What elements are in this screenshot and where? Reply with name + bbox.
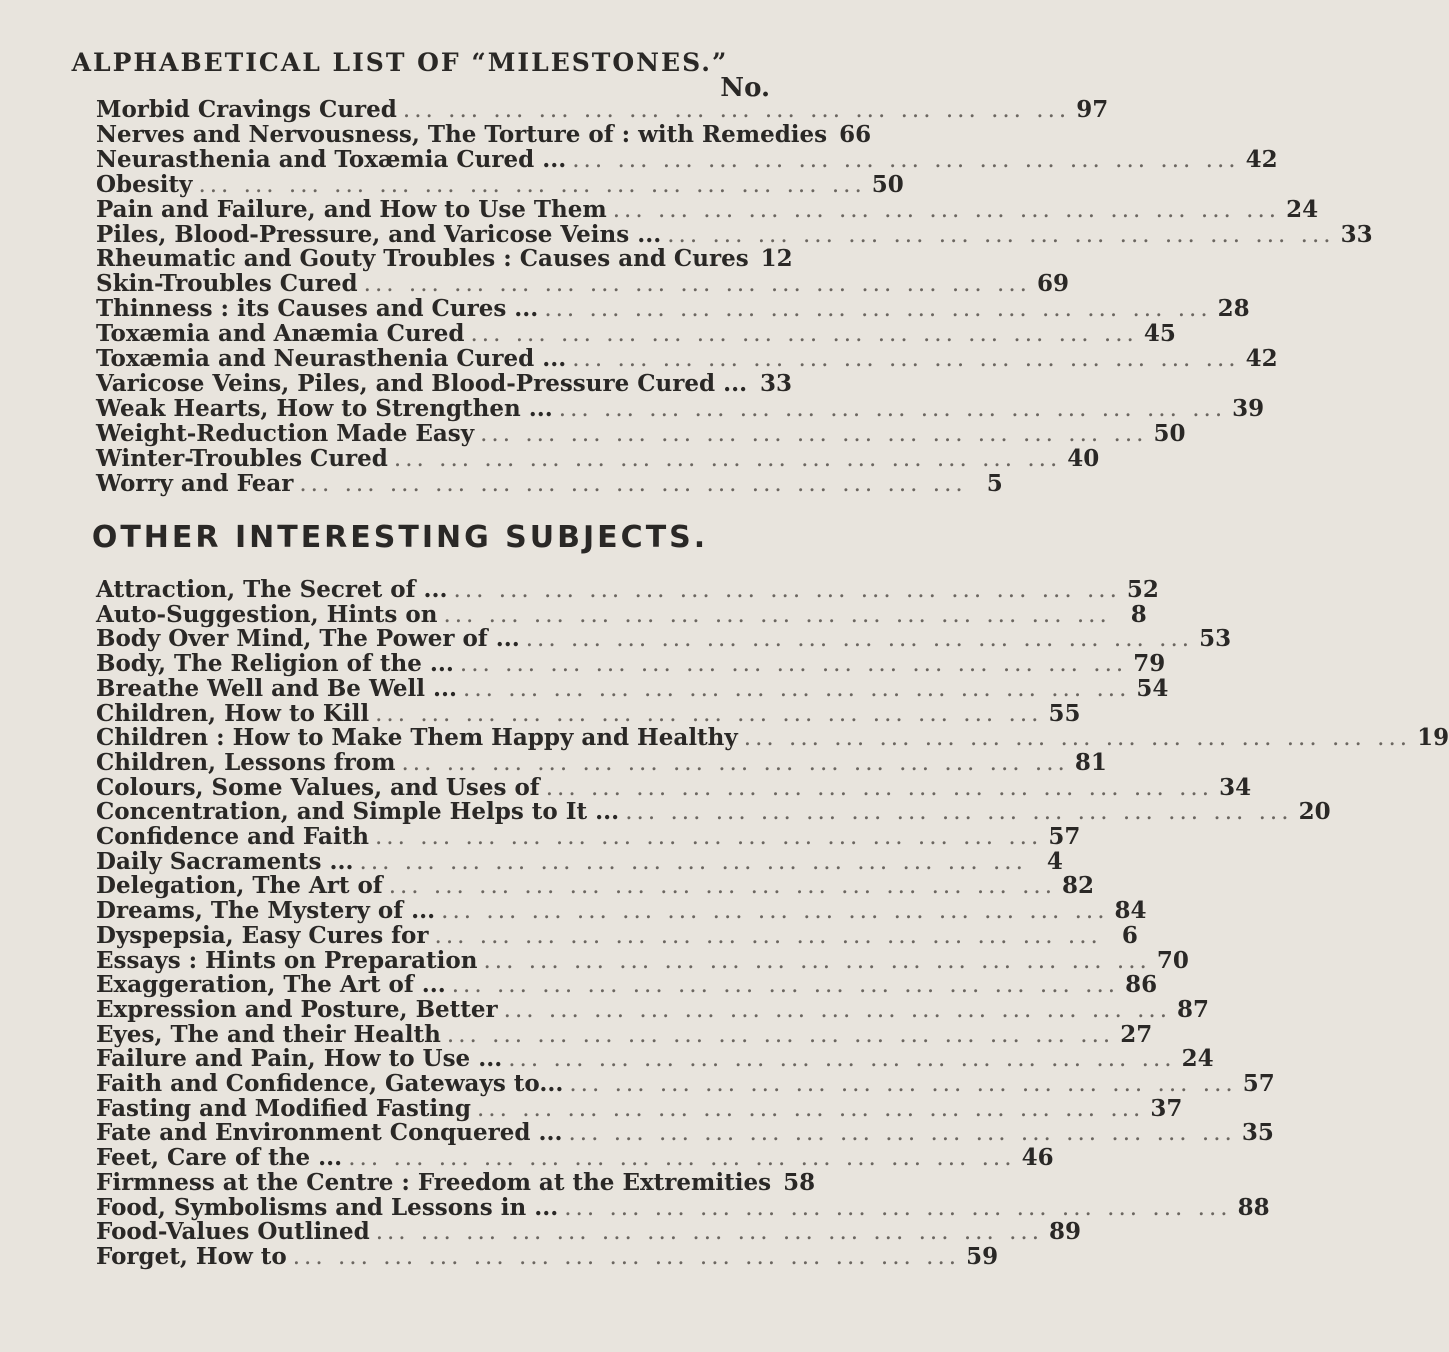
dot-leader: ... ... ... ... ... ... ... ... ... ... ... ... ... ... ... bbox=[299, 470, 967, 497]
dot-leader: ... ... ... ... ... ... ... ... ... ... ... ... ... ... ... bbox=[198, 171, 866, 198]
list-item bbox=[96, 320, 1176, 348]
entry-title: Firmness at the Centre : Freedom at the Extremities bbox=[96, 1168, 772, 1196]
list-item bbox=[96, 1070, 1275, 1097]
entry-title: Neurasthenia and Toxæmia Cured ... bbox=[96, 145, 567, 173]
entry-title: Weak Hearts, How to Strengthen ... bbox=[96, 394, 553, 422]
entry-number: 50 bbox=[871, 170, 904, 198]
entry-title: Toxæmia and Neurasthenia Cured ... bbox=[96, 345, 567, 372]
dot-leader: ... ... ... ... ... ... ... ... ... ... ... ... ... ... ... bbox=[451, 972, 1120, 999]
dot-leader: ... ... ... ... ... ... ... ... ... ... ... ... ... ... ... bbox=[568, 1120, 1236, 1147]
dot-leader: ... ... ... ... ... ... ... ... ... ... ... ... ... ... ... bbox=[459, 651, 1128, 678]
dot-leader: ... ... ... ... ... ... ... ... ... ... ... ... ... ... ... bbox=[401, 749, 1069, 776]
dot-leader: ... ... ... ... ... ... ... ... ... ... ... ... ... ... ... bbox=[545, 774, 1214, 801]
dot-leader: ... ... ... ... ... ... ... ... ... ... ... ... ... ... ... bbox=[544, 296, 1212, 323]
entry-number: 35 bbox=[1241, 1119, 1274, 1147]
entry-title: Children : How to Make Them Happy and Healthy bbox=[96, 724, 738, 752]
entry-number: 39 bbox=[1232, 394, 1265, 422]
entry-title: Children, How to Kill bbox=[96, 699, 370, 727]
entry-title: Auto-Suggestion, Hints on bbox=[96, 600, 438, 628]
dot-leader: ... ... ... ... ... ... ... ... ... ... ... ... ... ... ... bbox=[441, 898, 1109, 925]
entry-title: Concentration, and Simple Helps to It ... bbox=[96, 798, 620, 826]
list-item bbox=[96, 345, 1278, 372]
entry-title: Expression and Posture, Better bbox=[96, 995, 498, 1023]
list-item bbox=[96, 120, 872, 148]
entry-title: Nerves and Nervousness, The Torture of : with Remedies bbox=[96, 120, 828, 148]
list-item bbox=[96, 469, 1003, 497]
entry-number: 27 bbox=[1120, 1020, 1153, 1048]
entry-title: Feet, Care of the ... bbox=[96, 1144, 343, 1172]
page-header: ALPHABETICAL LIST OF “MILESTONES.” bbox=[71, 48, 729, 77]
dot-leader: ... ... ... ... ... ... ... ... ... ... ... ... ... ... ... bbox=[564, 1194, 1232, 1221]
list-item bbox=[96, 773, 1252, 801]
list-item bbox=[96, 245, 792, 271]
entry-number: 82 bbox=[1062, 872, 1095, 900]
entry-title: Obesity bbox=[96, 170, 193, 198]
entry-number: 86 bbox=[1125, 971, 1158, 999]
dot-leader: ... ... ... ... ... ... ... ... ... ... ... ... ... ... ... bbox=[525, 626, 1194, 653]
entry-number: 45 bbox=[1143, 320, 1176, 348]
entry-number: 55 bbox=[1048, 699, 1081, 727]
dot-leader: ... ... ... ... ... ... ... ... ... ... ... ... ... ... ... bbox=[503, 996, 1172, 1023]
entry-number: 52 bbox=[1126, 576, 1159, 603]
dot-leader: ... ... ... ... ... ... ... ... ... ... ... ... ... ... ... bbox=[402, 97, 1071, 123]
entry-title: Failure and Pain, How to Use ... bbox=[96, 1045, 503, 1073]
dot-leader: ... ... ... ... ... ... ... ... ... ... ... ... ... ... ... bbox=[558, 395, 1227, 422]
entry-number: 89 bbox=[1049, 1218, 1082, 1246]
entry-number: 42 bbox=[1245, 345, 1278, 372]
entry-number: 33 bbox=[1340, 220, 1373, 248]
list-item bbox=[96, 1242, 999, 1270]
list-item bbox=[96, 971, 1158, 999]
list-item bbox=[96, 823, 1081, 850]
entry-number: 12 bbox=[760, 245, 793, 273]
entry-title: Piles, Blood-Pressure, and Varicose Veins ... bbox=[96, 220, 662, 248]
entry-title: Eyes, The and their Health bbox=[96, 1020, 441, 1048]
entry-title: Children, Lessons from bbox=[96, 748, 396, 776]
entry-number: 20 bbox=[1298, 798, 1331, 826]
entry-number: 42 bbox=[1245, 145, 1278, 173]
entry-title: Food, Symbolisms and Lessons in ... bbox=[96, 1193, 559, 1221]
entry-number: 84 bbox=[1114, 897, 1147, 925]
dot-leader: ... ... ... ... ... ... ... ... ... ... ... ... ... ... ... bbox=[612, 196, 1281, 223]
entry-number: 97 bbox=[1076, 96, 1109, 123]
entry-title: Fasting and Modified Fasting bbox=[96, 1094, 471, 1122]
entry-number: 50 bbox=[1153, 419, 1186, 447]
list-item bbox=[96, 220, 1373, 248]
dot-leader: ... ... ... ... ... ... ... ... ... ... ... ... ... ... ... bbox=[348, 1145, 1016, 1172]
list-item bbox=[96, 625, 1232, 653]
list-item bbox=[96, 1193, 1270, 1221]
entry-title: Faith and Confidence, Gateways to... bbox=[96, 1070, 564, 1097]
entry-number: 57 bbox=[1242, 1070, 1275, 1097]
dot-leader: ... ... ... ... ... ... ... ... ... ... ... ... ... ... ... bbox=[483, 947, 1151, 974]
entry-number: 79 bbox=[1133, 650, 1166, 678]
list-item bbox=[96, 798, 1331, 826]
dot-leader: ... ... ... ... ... ... ... ... ... ... ... ... ... ... ... bbox=[572, 146, 1240, 173]
entry-title: Breathe Well and Be Well ... bbox=[96, 674, 458, 702]
list-item bbox=[96, 1144, 1054, 1172]
list-item bbox=[96, 145, 1278, 173]
entry-title: Toxæmia and Anæmia Cured bbox=[96, 320, 465, 348]
entry-number: 81 bbox=[1074, 748, 1107, 776]
dot-leader: ... ... ... ... ... ... ... ... ... ... ... ... ... ... ... bbox=[470, 321, 1138, 348]
entry-number: 53 bbox=[1199, 625, 1232, 653]
dot-leader: ... ... ... ... ... ... ... ... ... ... ... ... ... ... ... bbox=[480, 420, 1148, 447]
entry-number: 28 bbox=[1217, 295, 1250, 323]
dot-leader: ... ... ... ... ... ... ... ... ... ... ... ... ... ... ... bbox=[446, 1021, 1115, 1048]
dot-leader: ... ... ... ... ... ... ... ... ... ... ... ... ... ... ... bbox=[375, 1219, 1044, 1246]
list-item bbox=[96, 1020, 1153, 1048]
list-item bbox=[96, 650, 1166, 678]
list-item bbox=[96, 699, 1081, 727]
entry-title: Winter-Troubles Cured bbox=[96, 444, 388, 472]
list-item bbox=[96, 674, 1169, 702]
dot-leader: ... ... ... ... ... ... ... ... ... ... ... ... ... ... ... bbox=[453, 577, 1121, 603]
dot-leader: ... ... ... ... ... ... ... ... ... ... ... ... ... ... ... bbox=[572, 346, 1240, 372]
list-item bbox=[96, 370, 792, 396]
list-item bbox=[96, 1045, 1214, 1073]
list-item bbox=[96, 995, 1210, 1023]
entry-number: 66 bbox=[839, 120, 872, 148]
dot-leader: ... ... ... ... ... ... ... ... ... ... ... ... ... ... ... bbox=[667, 221, 1335, 248]
list-item bbox=[96, 195, 1319, 223]
entry-title: Body Over Mind, The Power of ... bbox=[96, 625, 520, 653]
dot-leader: ... ... ... ... ... ... ... ... ... ... ... ... ... ... ... bbox=[476, 1095, 1145, 1122]
entry-number: 6 bbox=[1121, 921, 1138, 949]
entry-title: Morbid Cravings Cured bbox=[96, 96, 397, 123]
entry-number: 46 bbox=[1021, 1144, 1054, 1172]
list-item bbox=[96, 1094, 1183, 1122]
list-item bbox=[96, 921, 1138, 949]
entry-title: Pain and Failure, and How to Use Them bbox=[96, 195, 607, 223]
list-item bbox=[96, 576, 1159, 603]
entry-title: Food-Values Outlined bbox=[96, 1218, 370, 1246]
dot-leader: ... ... ... ... ... ... ... ... ... ... ... ... ... ... ... bbox=[359, 848, 1027, 875]
entry-title: Thinness : its Causes and Cures ... bbox=[96, 295, 539, 323]
entry-number: 33 bbox=[759, 369, 792, 397]
entry-title: Forget, How to bbox=[96, 1242, 287, 1270]
list-item bbox=[96, 444, 1100, 472]
dot-leader: ... ... ... ... ... ... ... ... ... ... ... ... ... ... ... bbox=[363, 271, 1031, 298]
entry-title: Dyspepsia, Easy Cures for bbox=[96, 921, 429, 949]
entry-title: Worry and Fear bbox=[96, 469, 294, 497]
list-item bbox=[96, 270, 1070, 298]
list-item bbox=[96, 170, 904, 198]
dot-leader: ... ... ... ... ... ... ... ... ... ... ... ... ... ... ... bbox=[625, 799, 1293, 826]
entry-number: 40 bbox=[1067, 444, 1100, 472]
entry-title: Varicose Veins, Piles, and Blood-Pressure Cured ... bbox=[96, 369, 748, 397]
entry-title: Weight-Reduction Made Easy bbox=[96, 419, 475, 447]
entry-title: Delegation, The Art of bbox=[96, 872, 383, 900]
list-item bbox=[96, 1168, 816, 1196]
entry-title: Rheumatic and Gouty Troubles : Causes and Cures bbox=[96, 245, 749, 273]
list-item bbox=[96, 1119, 1274, 1147]
entry-number: 57 bbox=[1048, 823, 1081, 850]
entry-number: 70 bbox=[1156, 946, 1189, 974]
entry-title: Essays : Hints on Preparation bbox=[96, 946, 478, 974]
entry-number: 8 bbox=[1130, 600, 1147, 628]
entry-title: Dreams, The Mystery of ... bbox=[96, 897, 436, 925]
list-item bbox=[96, 419, 1186, 447]
dot-leader bbox=[753, 371, 754, 397]
entry-title: Attraction, The Secret of ... bbox=[96, 576, 448, 603]
dot-leader: ... ... ... ... ... ... ... ... ... ... ... ... ... ... ... bbox=[569, 1071, 1237, 1097]
entry-number: 19 bbox=[1417, 724, 1449, 752]
entry-title: Fate and Environment Conquered ... bbox=[96, 1119, 563, 1147]
number-column-label: No. bbox=[720, 73, 770, 103]
entry-number: 37 bbox=[1150, 1094, 1183, 1122]
dot-leader: ... ... ... ... ... ... ... ... ... ... ... ... ... ... ... bbox=[375, 700, 1043, 727]
list-item bbox=[96, 724, 1449, 752]
entry-number: 4 bbox=[1046, 847, 1063, 875]
entry-number: 59 bbox=[966, 1242, 999, 1270]
section-title: OTHER INTERESTING SUBJECTS. bbox=[91, 520, 709, 555]
entry-title: Colours, Some Values, and Uses of bbox=[96, 773, 540, 801]
entry-number: 69 bbox=[1037, 270, 1070, 298]
list-item bbox=[96, 946, 1189, 974]
list-item bbox=[96, 96, 1109, 123]
list-item bbox=[96, 847, 1063, 875]
entry-title: Confidence and Faith bbox=[96, 823, 369, 850]
dot-leader: ... ... ... ... ... ... ... ... ... ... ... ... ... ... ... bbox=[434, 922, 1102, 949]
entry-title: Skin-Troubles Cured bbox=[96, 270, 358, 298]
dot-leader: ... ... ... ... ... ... ... ... ... ... ... ... ... ... ... bbox=[292, 1243, 961, 1270]
list-item bbox=[96, 748, 1107, 776]
list-item bbox=[96, 600, 1147, 628]
dot-leader: ... ... ... ... ... ... ... ... ... ... ... ... ... ... ... bbox=[508, 1046, 1176, 1073]
dot-leader: ... ... ... ... ... ... ... ... ... ... ... ... ... ... ... bbox=[374, 824, 1043, 850]
dot-leader: ... ... ... ... ... ... ... ... ... ... ... ... ... ... ... bbox=[443, 601, 1111, 628]
entry-number: 58 bbox=[783, 1168, 816, 1196]
entry-number: 34 bbox=[1219, 773, 1252, 801]
list-item bbox=[96, 1218, 1082, 1246]
entry-title: Daily Sacraments ... bbox=[96, 847, 354, 875]
entry-title: Body, The Religion of the ... bbox=[96, 650, 454, 678]
entry-title: Exaggeration, The Art of ... bbox=[96, 971, 446, 999]
entry-number: 87 bbox=[1177, 995, 1210, 1023]
list-item bbox=[96, 295, 1250, 323]
entry-number: 54 bbox=[1136, 674, 1169, 702]
entry-number: 24 bbox=[1286, 195, 1319, 223]
dot-leader: ... ... ... ... ... ... ... ... ... ... ... ... ... ... ... bbox=[393, 445, 1062, 472]
dot-leader: ... ... ... ... ... ... ... ... ... ... ... ... ... ... ... bbox=[388, 873, 1057, 900]
entry-number: 88 bbox=[1237, 1193, 1270, 1221]
list-item bbox=[96, 897, 1147, 925]
dot-leader: ... ... ... ... ... ... ... ... ... ... ... ... ... ... ... bbox=[743, 725, 1412, 752]
list-item bbox=[96, 394, 1265, 422]
entry-number: 5 bbox=[986, 469, 1003, 497]
list-item bbox=[96, 872, 1095, 900]
dot-leader: ... ... ... ... ... ... ... ... ... ... ... ... ... ... ... bbox=[463, 675, 1131, 702]
entry-number: 24 bbox=[1181, 1045, 1214, 1073]
